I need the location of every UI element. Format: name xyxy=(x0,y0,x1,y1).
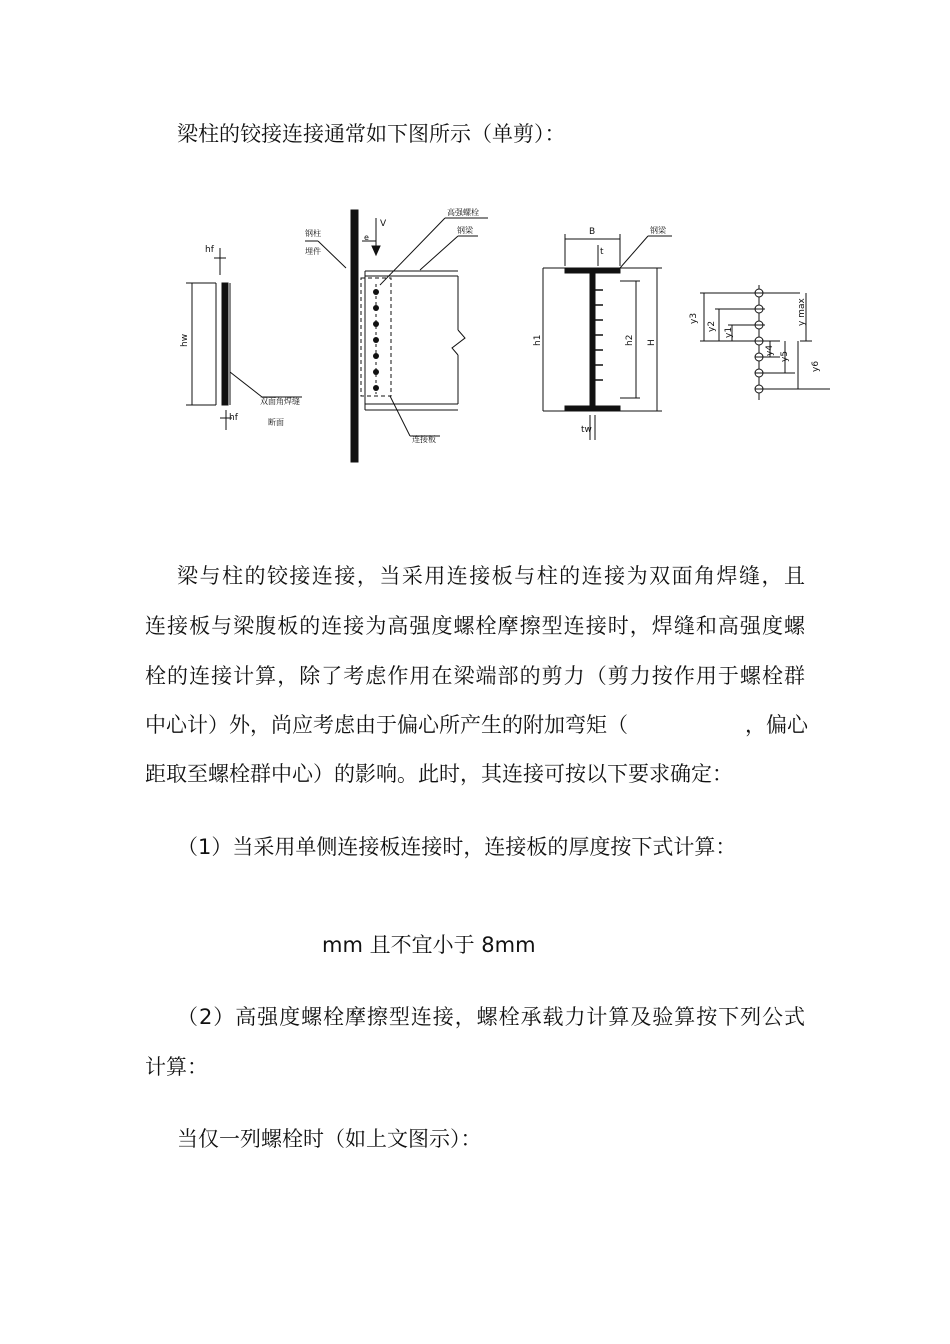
fig-label-tw: tw xyxy=(581,425,592,435)
fig-label-y2: y2 xyxy=(707,320,717,332)
fig-label-y3: y3 xyxy=(689,312,699,324)
fig-label-y6: y6 xyxy=(811,360,821,372)
fig-label-h2: h2 xyxy=(625,334,635,346)
fig-label-h1: h1 xyxy=(533,334,543,346)
bolt-distance-diagram xyxy=(700,285,830,400)
paragraph-1-line-1: 梁与柱的铰接连接，当采用连接板与柱的连接为双面角焊缝，且 xyxy=(177,564,805,588)
fig-label-v: V xyxy=(380,219,387,229)
paragraph-3-line-1: （2）高强度螺栓摩擦型连接，螺栓承载力计算及验算按下列公式 xyxy=(177,1005,805,1029)
fig-label-beam: 钢梁 xyxy=(457,226,473,235)
fig-label-weld-note: 双面角焊缝 xyxy=(260,397,300,406)
fig-label-column: 钢柱 xyxy=(305,229,321,238)
fig-label-H: H xyxy=(647,339,657,346)
fig-label-embed: 埋件 xyxy=(305,247,321,256)
beam-section-diagram xyxy=(543,234,672,440)
paragraph-1-line-2: 连接板与梁腹板的连接为高强度螺栓摩擦型连接时，焊缝和高强度螺 xyxy=(145,614,805,638)
fig-label-hf-top: hf xyxy=(205,245,214,255)
fig-label-ymax: y max xyxy=(797,298,807,326)
fig-label-bolt: 高强螺栓 xyxy=(447,208,479,217)
fig-label-section-note: 断面 xyxy=(268,418,284,427)
formula-text: mm 且不宜小于 8mm xyxy=(322,933,536,957)
fig-label-y4: y4 xyxy=(765,344,775,356)
fig-label-y1: y1 xyxy=(724,326,734,338)
paragraph-1-line-4b: ，偏心 xyxy=(745,713,808,737)
fig-label-plate: 连接板 xyxy=(412,435,436,444)
fig-label-beam2: 钢梁 xyxy=(650,226,666,235)
fig-label-b: B xyxy=(589,227,596,237)
elevation-diagram xyxy=(305,210,488,462)
paragraph-1-line-4a: 中心计）外，尚应考虑由于偏心所产生的附加弯矩（ xyxy=(145,713,628,737)
fig-label-e: e xyxy=(364,233,369,242)
fig-label-hw: hw xyxy=(180,333,190,347)
paragraph-2: （1）当采用单侧连接板连接时，连接板的厚度按下式计算： xyxy=(177,835,737,859)
intro-text: 梁柱的铰接连接通常如下图所示（单剪）： xyxy=(177,122,566,146)
fig-label-hf-bottom: hf xyxy=(229,413,238,423)
paragraph-3-line-2: 计算： xyxy=(145,1055,208,1079)
fig-label-t: t xyxy=(600,247,604,257)
paragraph-1-line-5: 距取至螺栓群中心）的影响。此时，其连接可按以下要求确定： xyxy=(145,762,733,786)
fig-label-y5: y5 xyxy=(780,350,790,362)
paragraph-4: 当仅一列螺栓时（如上文图示）： xyxy=(177,1127,482,1151)
paragraph-1-line-3: 栓的连接计算，除了考虑作用在梁端部的剪力（剪力按作用于螺栓群 xyxy=(145,664,805,688)
